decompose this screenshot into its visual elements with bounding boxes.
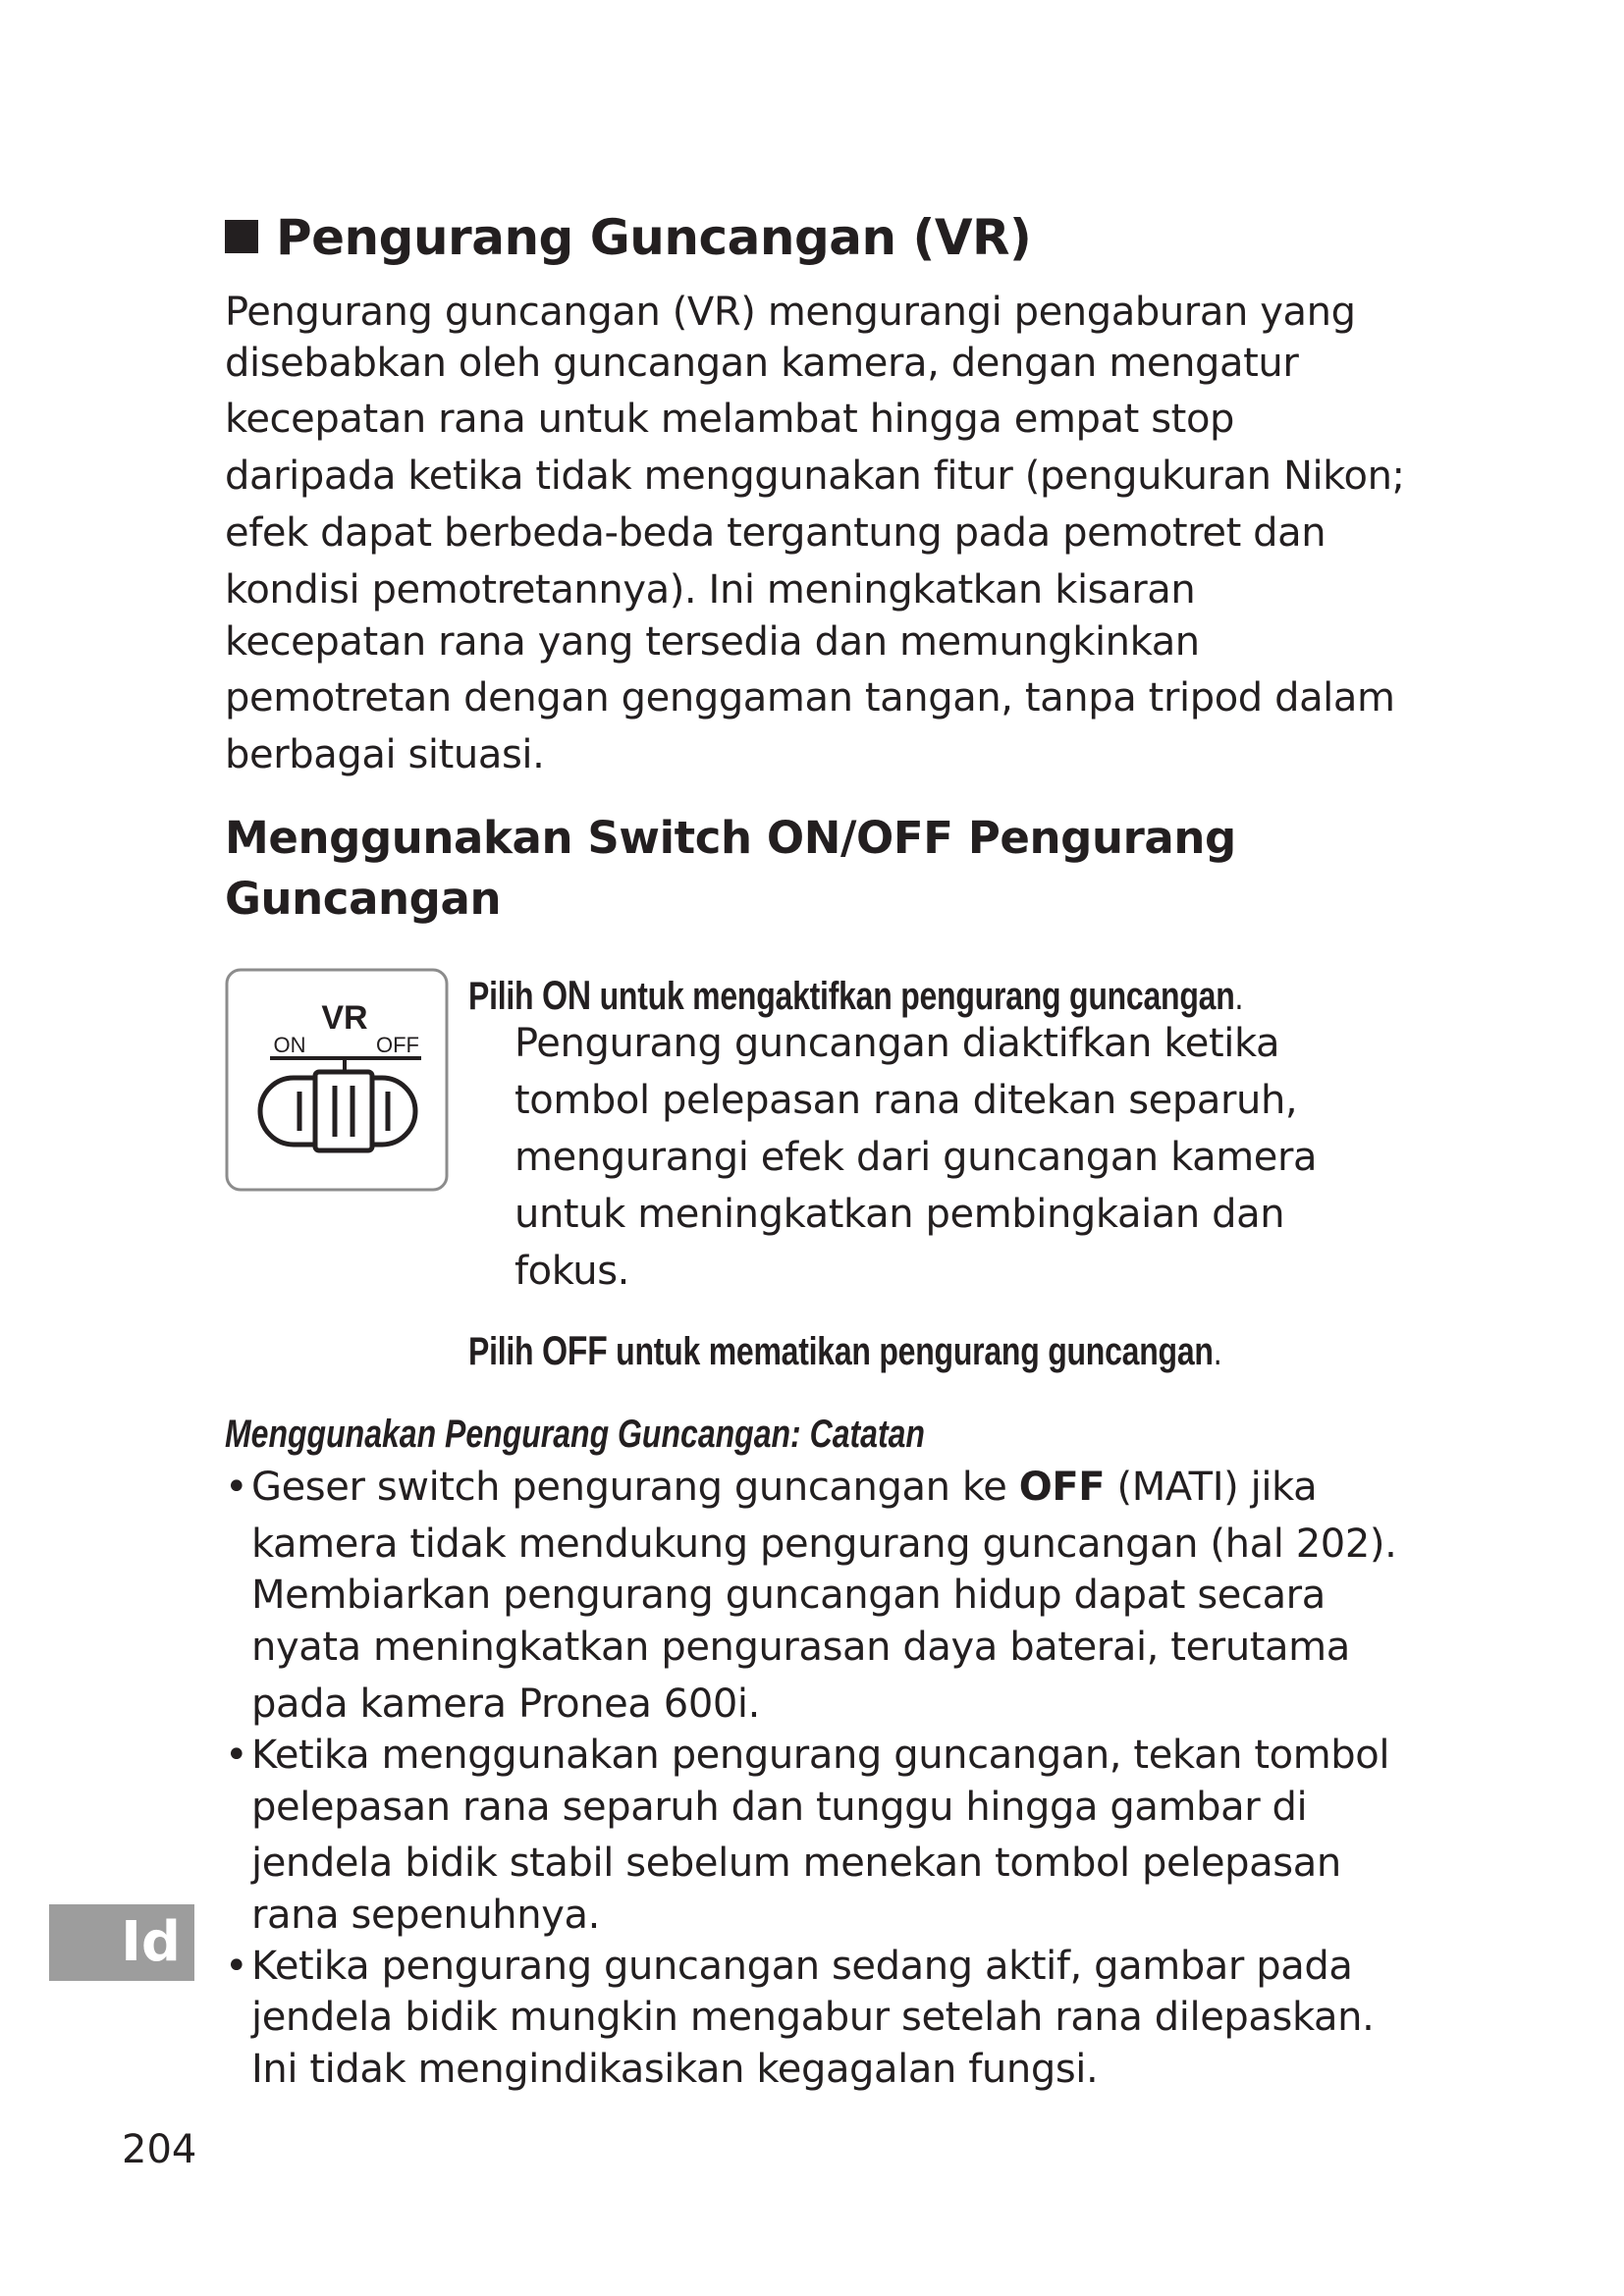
intro-line: disebabkan oleh guncangan kamera, dengan mengatur bbox=[225, 341, 1299, 386]
on-label: ON bbox=[273, 1033, 306, 1057]
page-number: 204 bbox=[122, 2127, 197, 2172]
section-title bbox=[225, 208, 1031, 267]
note1-line: pada kamera Pronea 600i. bbox=[251, 1682, 760, 1727]
intro-line: pemotretan dengan genggaman tangan, tanpa tripod dalam bbox=[225, 675, 1395, 721]
off-label: OFF bbox=[376, 1033, 419, 1057]
step-on-pre: Pilih bbox=[468, 975, 543, 1018]
intro-line: kondisi pemotretannya). Ini meningkatkan kisaran bbox=[225, 567, 1196, 613]
note2-line: Ketika menggunakan pengurang guncangan, tekan tombol bbox=[251, 1733, 1390, 1778]
intro-line: kecepatan rana yang tersedia dan memungkinkan bbox=[225, 619, 1200, 665]
note2-line: jendela bidik stabil sebelum menekan tombol pelepasan bbox=[251, 1841, 1341, 1886]
notes-heading: Menggunakan Pengurang Guncangan: Catatan bbox=[225, 1413, 925, 1456]
note1-key: OFF bbox=[1018, 1465, 1106, 1510]
language-tab: Id bbox=[49, 1904, 194, 1981]
note1-line: kamera tidak mendukung pengurang guncangan (hal 202). bbox=[251, 1522, 1397, 1567]
note2-line: rana sepenuhnya. bbox=[251, 1893, 600, 1938]
intro-line: efek dapat berbeda-beda tergantung pada pemotret dan bbox=[225, 510, 1326, 556]
note1-line: nyata meningkatkan pengurasan daya baterai, terutama bbox=[251, 1625, 1350, 1670]
vr-switch-icon bbox=[225, 968, 449, 1192]
note1-line: Membiarkan pengurang guncangan hidup dapat secara bbox=[251, 1573, 1326, 1618]
intro-line: Pengurang guncangan (VR) mengurangi pengaburan yang bbox=[225, 290, 1356, 335]
note1-post: (MATI) jika bbox=[1105, 1465, 1318, 1510]
note3-line: Ini tidak mengindikasikan kegagalan fungsi. bbox=[251, 2047, 1099, 2092]
note2-line: pelepasan rana separuh dan tunggu hingga gambar di bbox=[251, 1785, 1308, 1830]
intro-line: berbagai situasi. bbox=[225, 732, 545, 777]
bullet-dot: • bbox=[225, 1465, 248, 1510]
note1-first-line bbox=[251, 1463, 1317, 1512]
step-on-end: . bbox=[1234, 975, 1244, 1018]
intro-line: daripada ketika tidak menggunakan fitur (pengukuran Nikon; bbox=[225, 454, 1405, 499]
step-on-line: fokus. bbox=[514, 1249, 629, 1294]
intro-line: kecepatan rana untuk melambat hingga empat stop bbox=[225, 397, 1235, 442]
step-on-line: mengurangi efek dari guncangan kamera bbox=[514, 1135, 1318, 1180]
switch-heading-line: Guncangan bbox=[225, 873, 502, 925]
step-on-line: untuk meningkatkan pembingkaian dan bbox=[514, 1192, 1285, 1237]
step-on-key: ON bbox=[542, 972, 591, 1018]
step-off-key: OFF bbox=[542, 1327, 608, 1373]
note3-line: jendela bidik mungkin mengabur setelah rana dilepaskan. bbox=[251, 1995, 1375, 2040]
switch-heading-line: Menggunakan Switch ON/OFF Pengurang bbox=[225, 812, 1236, 864]
step-on-heading bbox=[468, 972, 1243, 1020]
step-off-pre: Pilih bbox=[468, 1330, 543, 1373]
note1-pre: Geser switch pengurang guncangan ke bbox=[251, 1465, 1019, 1510]
section-title-text: Pengurang Guncangan (VR) bbox=[276, 209, 1032, 266]
step-on-line: Pengurang guncangan diaktifkan ketika bbox=[514, 1021, 1280, 1066]
note3-line: Ketika pengurang guncangan sedang aktif, gambar pada bbox=[251, 1944, 1353, 1989]
bullet-dot: • bbox=[225, 1733, 248, 1778]
step-on-line: tombol pelepasan rana ditekan separuh, bbox=[514, 1078, 1298, 1123]
step-off-post: untuk mematikan pengurang guncangan bbox=[607, 1330, 1214, 1373]
step-off-end: . bbox=[1213, 1330, 1222, 1373]
vr-label: VR bbox=[321, 999, 368, 1037]
step-off-heading bbox=[468, 1327, 1221, 1375]
square-bullet-icon bbox=[225, 220, 258, 253]
bullet-dot: • bbox=[225, 1944, 248, 1989]
step-on-post: untuk mengaktifkan pengurang guncangan bbox=[590, 975, 1235, 1018]
